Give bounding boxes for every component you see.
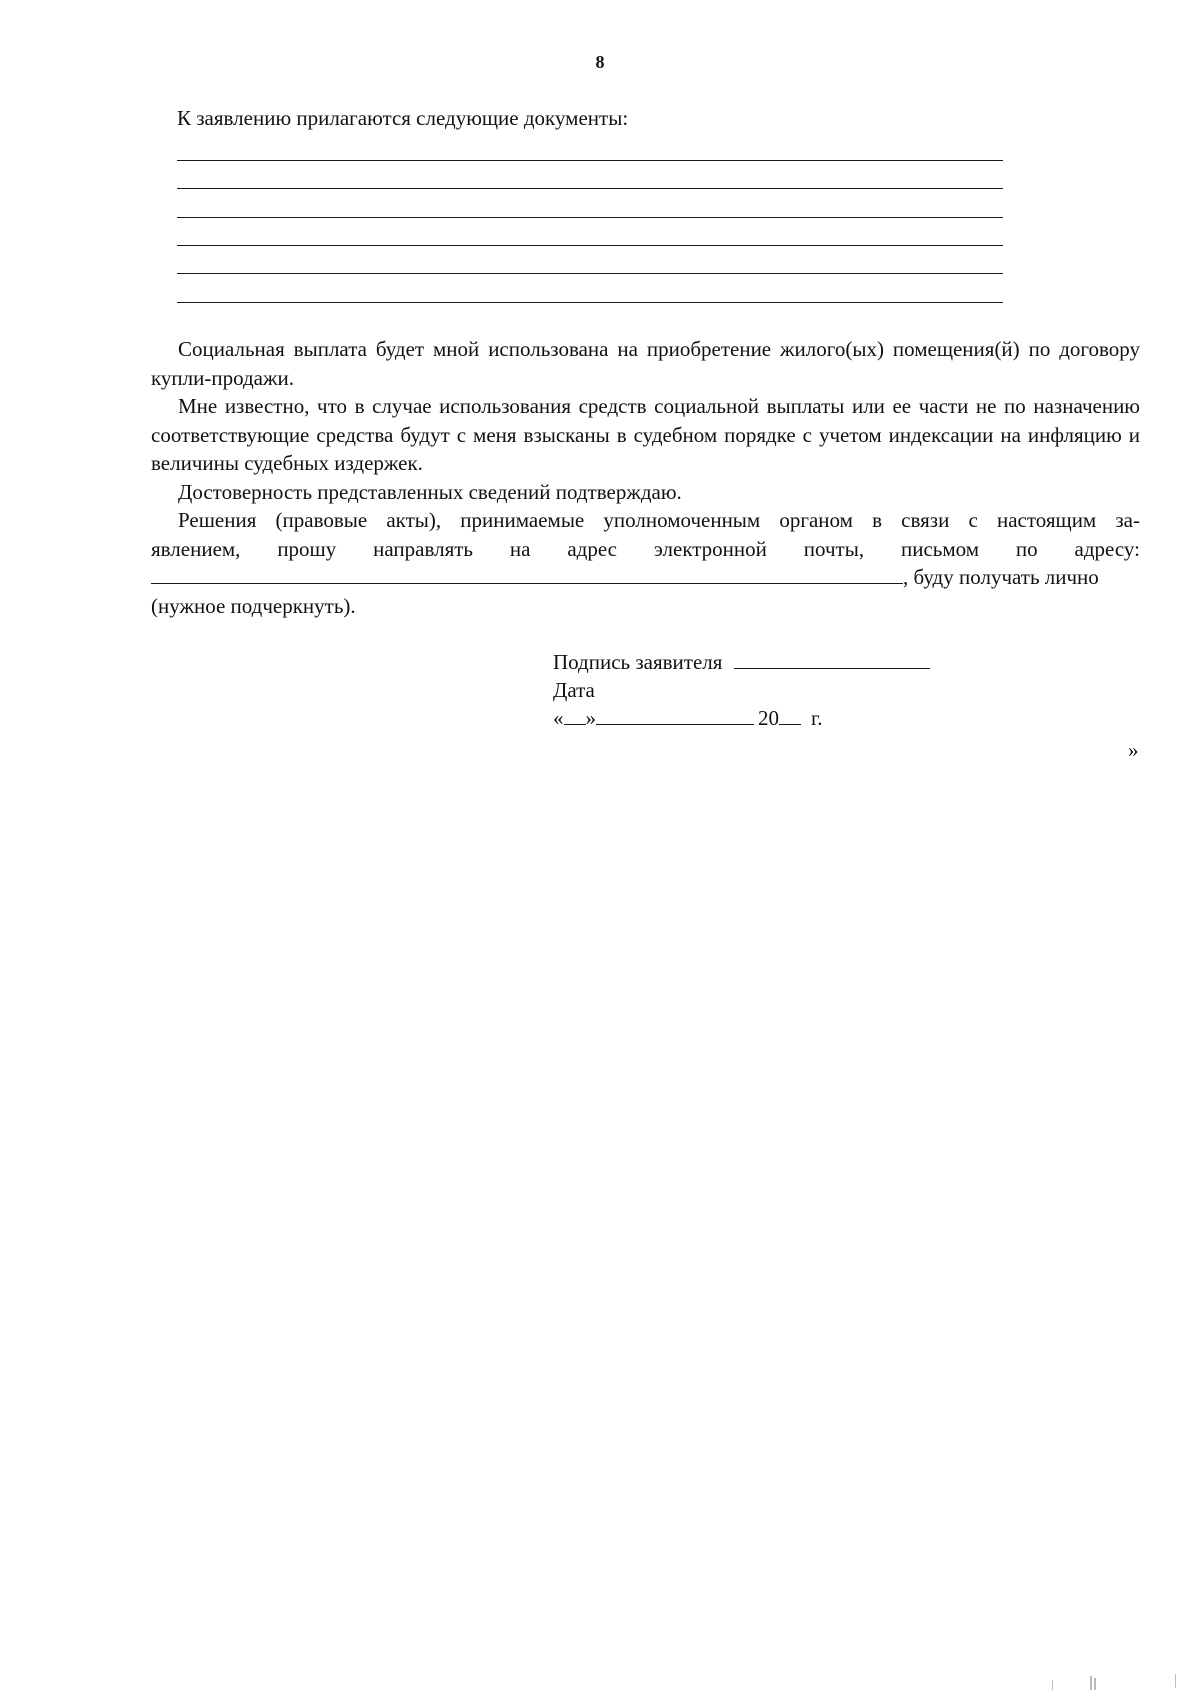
decisions-line-2: явлением, прошу направлять на адрес электронной почты, письмом по адресу: <box>151 536 1140 561</box>
scan-artifact <box>1094 1678 1096 1690</box>
attachment-blank-line <box>177 217 1003 218</box>
date-row <box>553 704 823 732</box>
signature-row <box>553 648 930 676</box>
signature-blank <box>734 650 930 669</box>
attachment-blank-line <box>177 245 1003 246</box>
attachment-blank-line <box>177 302 1003 303</box>
month-blank <box>596 706 754 725</box>
attachments-heading: К заявлению прилагаются следующие документы: <box>177 106 629 130</box>
liability-paragraph: Мне известно, что в случае использования средств социальной выплаты или ее части не по назначению соответствующие средства будут с меня взысканы в судебном порядке с учетом индексации на инфляцию и величины судебных издержек. <box>151 394 1140 475</box>
date-open-quote: « <box>553 706 564 730</box>
decisions-line-1: Решения (правовые акты), принимаемые уполномоченным органом в связи с настоящим за- <box>178 508 1140 532</box>
attachment-blank-line <box>177 273 1003 274</box>
signature-label: Подпись заявителя <box>553 650 723 674</box>
attachment-blank-line <box>177 160 1003 161</box>
year-prefix: 20 <box>758 706 779 730</box>
address-blank <box>151 565 903 584</box>
scan-artifact <box>1090 1676 1092 1690</box>
scan-artifact <box>1175 1674 1176 1688</box>
decisions-line-4: (нужное подчеркнуть). <box>151 593 356 618</box>
usage-paragraph: Социальная выплата будет мной использована на приобретение жилого(ых) помещения(й) по договору купли-продажи. <box>151 337 1140 390</box>
date-label: Дата <box>553 678 595 702</box>
date-close-quote: » <box>585 706 596 730</box>
page-number: 8 <box>595 52 605 72</box>
year-blank <box>779 706 801 725</box>
decisions-line-3 <box>151 563 1140 592</box>
scan-artifact <box>1052 1680 1053 1690</box>
attachment-blank-line <box>177 188 1003 189</box>
day-blank <box>564 706 586 725</box>
decisions-line-3-suffix: , буду получать лично <box>903 565 1099 589</box>
closing-quote: » <box>1128 738 1139 762</box>
confirmation-paragraph: Достоверность представленных сведений подтверждаю. <box>178 480 682 504</box>
year-suffix: г. <box>811 706 823 730</box>
decisions-paragraph <box>151 506 1140 620</box>
